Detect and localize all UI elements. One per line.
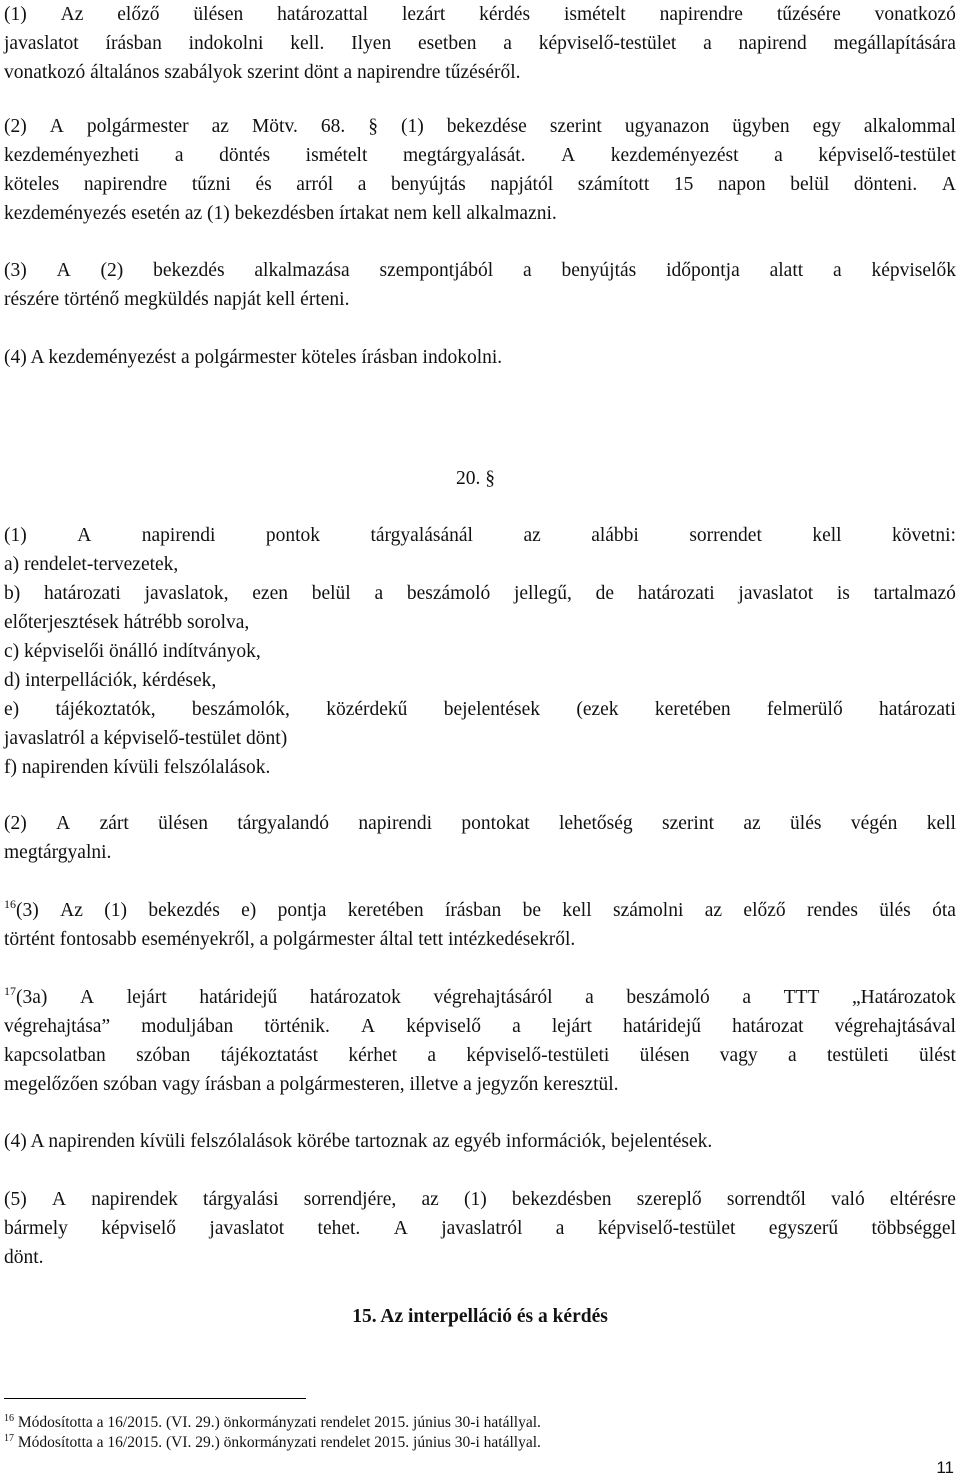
paragraph-20-1 xyxy=(4,521,956,782)
list-item: f) napirenden kívüli felszólalások. xyxy=(4,757,271,778)
text-line: végrehajtása” moduljában történik. A képviselő a lejárt határidejű határozat végrehajtásával xyxy=(4,1016,956,1037)
footnote-number: 16 xyxy=(4,1413,14,1424)
paragraph-20-5 xyxy=(4,1185,956,1272)
footnote-text: Módosította a 16/2015. (VI. 29.) önkormányzati rendelet 2015. június 30-i hatállyal. xyxy=(17,1414,541,1431)
footnote-number: 17 xyxy=(4,1433,14,1444)
text-line: (4) A napirenden kívüli felszólalások körébe tartoznak az egyéb információk, bejelentések. xyxy=(4,1131,713,1152)
text-line: kezdeményezheti a döntés ismételt megtárgyalását. A kezdeményezést a képviselő-testület xyxy=(4,145,956,166)
footnote-reference[interactable]: 17 xyxy=(4,984,16,998)
text-line: javaslatot írásban indokolni kell. Ilyen esetben a képviselő-testület a napirend megállapítására xyxy=(4,33,956,54)
text-line: $^{16}$(3) Az (1) bekezdés e) pontja keretében írásban be kell számolni az előző rendes ülés óta xyxy=(4,897,956,921)
text-line: (2) A zárt ülésen tárgyalandó napirendi pontokat lehetőség szerint az ülés végén kell xyxy=(4,813,956,834)
list-item: d) interpellációk, kérdések, xyxy=(4,670,217,691)
text-line: kapcsolatban szóban tájékoztatást kérhet a képviselő-testületi ülésen vagy a testületi ülést xyxy=(4,1045,956,1066)
paragraph-4 xyxy=(4,343,956,372)
footnote-text: Módosította a 16/2015. (VI. 29.) önkormányzati rendelet 2015. június 30-i hatállyal. xyxy=(17,1434,541,1451)
text-line: (1) Az előző ülésen határozattal lezárt kérdés ismételt napirendre tűzésére vonatkozó xyxy=(4,4,956,25)
text-line: történt fontosabb eseményekről, a polgármester által tett intézkedésekről. xyxy=(4,929,576,950)
text-line: $^{17}$(3a) A lejárt határidejű határozatok végrehajtásáról a beszámoló a TTT „Határozatok xyxy=(4,984,956,1008)
text-line: köteles napirendre tűzni és arról a benyújtás napjától számított 15 napon belül dönteni. A xyxy=(4,174,956,195)
list-item: c) képviselői önálló indítványok, xyxy=(4,641,261,662)
list-item: b) határozati javaslatok, ezen belül a beszámoló jellegű, de határozati javaslatot is tartalmazó xyxy=(4,583,956,604)
list-item: a) rendelet-tervezetek, xyxy=(4,554,179,575)
text-line: bármely képviselő javaslatot tehet. A javaslatról a képviselő-testület egyszerű többséggel xyxy=(4,1218,956,1239)
text-line: (5) A napirendek tárgyalási sorrendjére, az (1) bekezdésben szereplő sorrendtől való eltérésre xyxy=(4,1189,956,1210)
text-line: (4) A kezdeményezést a polgármester köteles írásban indokolni. xyxy=(4,347,503,368)
paragraph-20-3a xyxy=(4,983,956,1099)
text-line: részére történő megküldés napját kell érteni. xyxy=(4,289,350,310)
list-item-continuation: előterjesztések hátrébb sorolva, xyxy=(4,612,250,633)
paragraph-20-3 xyxy=(4,896,956,954)
paragraph-2 xyxy=(4,112,956,228)
section-heading: 15. Az interpelláció és a kérdés xyxy=(352,1306,608,1327)
text-line: kezdeményezés esetén az (1) bekezdésben írtakat nem kell alkalmazni. xyxy=(4,203,557,224)
footnote xyxy=(4,1413,541,1433)
page-number: 11 xyxy=(936,1458,954,1477)
paragraph-20-2 xyxy=(4,809,956,867)
paragraph-1 xyxy=(4,0,956,87)
section-number: 20. § xyxy=(456,468,495,489)
text-line: vonatkozó általános szabályok szerint dönt a napirendre tűzéséről. xyxy=(4,62,521,83)
footnote xyxy=(4,1433,541,1453)
text-line: megtárgyalni. xyxy=(4,842,112,863)
list-item-continuation: javaslatról a képviselő-testület dönt) xyxy=(4,728,288,749)
text-line: (1) A napirendi pontok tárgyalásánál az alábbi sorrendet kell követni: xyxy=(4,525,956,546)
list-item: e) tájékoztatók, beszámolók, közérdekű bejelentések (ezek keretében felmerülő határozati xyxy=(4,699,956,720)
paragraph-3 xyxy=(4,256,956,314)
text-line: megelőzően szóban vagy írásban a polgármesteren, illetve a jegyzőn keresztül. xyxy=(4,1074,619,1095)
paragraph-20-4 xyxy=(4,1127,956,1156)
footnote-divider xyxy=(4,1398,306,1399)
text-line: dönt. xyxy=(4,1247,44,1268)
text-line: (3) A (2) bekezdés alkalmazása szempontjából a benyújtás időpontja alatt a képviselők xyxy=(4,260,956,281)
footnote-reference[interactable]: 16 xyxy=(4,897,16,911)
text-line: (2) A polgármester az Mötv. 68. § (1) bekezdése szerint ugyanazon ügyben egy alkalommal xyxy=(4,116,956,137)
